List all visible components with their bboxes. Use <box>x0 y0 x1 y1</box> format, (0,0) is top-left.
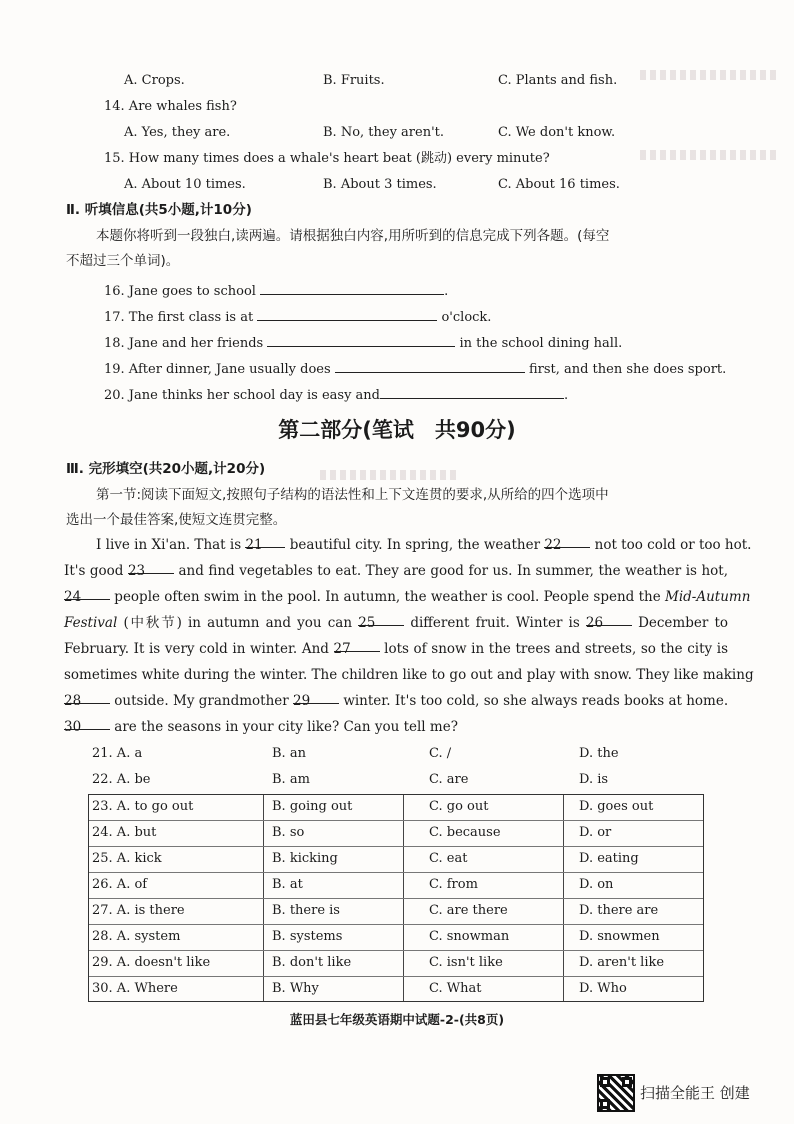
passage-text: February. It is very cold in winter. And <box>64 641 329 657</box>
passage-text: I live in Xi'an. That is <box>96 537 242 553</box>
option-row-23 <box>92 795 732 821</box>
option-c[interactable]: C. eat <box>429 851 468 866</box>
option-row-21 <box>92 742 732 768</box>
option-row-29 <box>92 951 732 977</box>
option-a[interactable]: 25. A. kick <box>92 851 162 866</box>
qr-finder <box>600 1099 610 1109</box>
blank-26[interactable]: 26 <box>586 610 632 626</box>
option-c[interactable]: C. are there <box>429 903 508 918</box>
passage-text: (中秋节) in autumn and you can <box>123 615 353 631</box>
q14-stem: 14. Are whales fish? <box>104 99 237 114</box>
section-2-instructions-cont: 不超过三个单词)。 <box>66 253 180 269</box>
page-footer: 蓝田县七年级英语期中试题-2-(共8页) <box>289 1012 505 1027</box>
q20 <box>104 383 568 405</box>
passage-line <box>64 714 728 740</box>
passage-text: outside. My grandmother <box>114 693 289 709</box>
option-c[interactable]: C. are <box>429 772 469 787</box>
blank-29[interactable]: 29 <box>293 688 339 704</box>
q16-suffix: . <box>444 284 449 299</box>
option-a[interactable]: 26. A. of <box>92 877 148 892</box>
option-row-25 <box>92 847 732 873</box>
option-d[interactable]: D. aren't like <box>579 955 665 970</box>
scanner-watermark: 扫描全能王 创建 <box>640 1084 750 1102</box>
option-c[interactable]: C. isn't like <box>429 955 503 970</box>
option-c[interactable]: C. from <box>429 877 478 892</box>
q19-prefix: 19. After dinner, Jane usually does <box>104 362 331 377</box>
q14-option-c: C. We don't know. <box>498 125 616 140</box>
option-a[interactable]: 23. A. to go out <box>92 799 194 814</box>
q17-answer-blank[interactable] <box>257 305 437 321</box>
part-2-title: 第二部分(笔试 共90分) <box>278 418 516 442</box>
passage-text: winter. It's too cold, so she always reads books at home. <box>343 693 729 709</box>
q16-answer-blank[interactable] <box>260 279 444 295</box>
q13-option-a: A. Crops. <box>124 73 185 88</box>
q14-option-b: B. No, they aren't. <box>323 125 445 140</box>
option-d[interactable]: D. or <box>579 825 612 840</box>
blank-25[interactable]: 25 <box>358 610 404 626</box>
passage-text: people often swim in the pool. In autumn, the weather is cool. People spend the <box>114 589 661 605</box>
q17 <box>104 305 491 327</box>
blank-22[interactable]: 22 <box>544 532 590 548</box>
q17-prefix: 17. The first class is at <box>104 310 254 325</box>
option-c[interactable]: C. / <box>429 746 452 761</box>
q19-answer-blank[interactable] <box>335 357 525 373</box>
passage-text: beautiful city. In spring, the weather <box>289 537 541 553</box>
option-d[interactable]: D. Who <box>579 981 627 996</box>
q13-option-b: B. Fruits. <box>323 73 385 88</box>
bleed-through-decoration <box>320 470 460 480</box>
option-b[interactable]: B. Why <box>272 981 319 996</box>
option-b[interactable]: B. am <box>272 772 310 787</box>
blank-21[interactable]: 21 <box>245 532 285 548</box>
q15-stem: 15. How many times does a whale's heart beat (跳动) every minute? <box>104 151 550 166</box>
option-b[interactable]: B. systems <box>272 929 343 944</box>
passage-line <box>64 636 728 662</box>
q19 <box>104 357 726 379</box>
section-3-instructions-cont: 选出一个最佳答案,使短文连贯完整。 <box>66 512 287 528</box>
passage-line <box>64 558 728 584</box>
section-2-instructions: 本题你将听到一段独白,读两遍。请根据独白内容,用所听到的信息完成下列各题。(每空 <box>96 228 610 244</box>
option-d[interactable]: D. on <box>579 877 614 892</box>
q14-option-a: A. Yes, they are. <box>124 125 231 140</box>
section-2-title: Ⅱ. 听填信息(共5小题,计10分) <box>66 202 252 218</box>
q20-prefix: 20. Jane thinks her school day is easy and <box>104 388 381 403</box>
option-c[interactable]: C. What <box>429 981 482 996</box>
option-c[interactable]: C. go out <box>429 799 489 814</box>
option-d[interactable]: D. eating <box>579 851 639 866</box>
passage-line <box>64 584 751 610</box>
option-b[interactable]: B. kicking <box>272 851 338 866</box>
passage-text: lots of snow in the trees and streets, so the city is <box>384 641 729 657</box>
q16-prefix: 16. Jane goes to school <box>104 284 256 299</box>
blank-23[interactable]: 23 <box>128 558 174 574</box>
q13-option-c: C. Plants and fish. <box>498 73 618 88</box>
option-d[interactable]: D. there are <box>579 903 659 918</box>
option-a[interactable]: 29. A. doesn't like <box>92 955 211 970</box>
option-c[interactable]: C. snowman <box>429 929 510 944</box>
section-3-title: Ⅲ. 完形填空(共20小题,计20分) <box>66 461 266 477</box>
option-row-28 <box>92 925 732 951</box>
passage-text: are the seasons in your city like? Can you tell me? <box>114 719 458 735</box>
blank-24[interactable]: 24 <box>64 584 110 600</box>
passage-text-italic: Festival <box>64 615 118 631</box>
option-b[interactable]: B. an <box>272 746 306 761</box>
q15-option-c: C. About 16 times. <box>498 177 620 192</box>
passage-text: not too cold or too hot. <box>594 537 752 553</box>
qr-code-icon <box>597 1074 635 1112</box>
cloze-passage <box>64 532 754 740</box>
passage-text-italic: Mid-Autumn <box>665 589 751 605</box>
option-a[interactable]: 22. A. be <box>92 772 151 787</box>
blank-27[interactable]: 27 <box>334 636 380 652</box>
option-a[interactable]: 27. A. is there <box>92 903 185 918</box>
qr-finder <box>600 1077 610 1087</box>
option-row-26 <box>92 873 732 899</box>
passage-line <box>64 688 728 714</box>
q16 <box>104 279 448 301</box>
passage-line <box>64 662 754 688</box>
passage-text: December to <box>638 615 729 631</box>
option-a[interactable]: 30. A. Where <box>92 981 178 996</box>
option-d[interactable]: D. snowmen <box>579 929 660 944</box>
q19-suffix: first, and then she does sport. <box>528 362 727 377</box>
option-d[interactable]: D. the <box>579 746 619 761</box>
blank-30[interactable]: 30 <box>64 714 110 730</box>
option-b[interactable]: B. at <box>272 877 303 892</box>
bleed-through-decoration <box>640 150 780 160</box>
section-3-instructions: 第一节:阅读下面短文,按照句子结构的语法性和上下文连贯的要求,从所给的四个选项中 <box>96 487 609 503</box>
bleed-through-decoration <box>640 70 780 80</box>
option-a[interactable]: 24. A. but <box>92 825 157 840</box>
q18 <box>104 331 622 353</box>
q17-suffix: o'clock. <box>441 310 492 325</box>
passage-line <box>64 532 752 558</box>
option-d[interactable]: D. goes out <box>579 799 654 814</box>
option-b[interactable]: B. so <box>272 825 305 840</box>
option-row-24 <box>92 821 732 847</box>
qr-finder <box>622 1077 632 1087</box>
option-row-30 <box>92 977 732 1003</box>
q15-option-b: B. About 3 times. <box>323 177 437 192</box>
passage-line <box>64 610 728 636</box>
option-a[interactable]: 28. A. system <box>92 929 181 944</box>
option-row-22 <box>92 768 732 794</box>
q18-suffix: in the school dining hall. <box>459 336 623 351</box>
passage-text: It's good <box>64 563 124 579</box>
passage-text: and find vegetables to eat. They are good for us. In summer, the weather is hot, <box>178 563 729 579</box>
q18-answer-blank[interactable] <box>267 331 455 347</box>
option-a[interactable]: 21. A. a <box>92 746 143 761</box>
q15-option-a: A. About 10 times. <box>124 177 246 192</box>
q20-answer-blank[interactable] <box>380 383 564 399</box>
passage-text: sometimes white during the winter. The children like to go out and play with snow. They like making <box>64 667 754 683</box>
q18-prefix: 18. Jane and her friends <box>104 336 264 351</box>
option-b[interactable]: B. there is <box>272 903 340 918</box>
option-c[interactable]: C. because <box>429 825 501 840</box>
q20-suffix: . <box>564 388 569 403</box>
blank-28[interactable]: 28 <box>64 688 110 704</box>
option-b[interactable]: B. don't like <box>272 955 352 970</box>
option-d[interactable]: D. is <box>579 772 609 787</box>
option-b[interactable]: B. going out <box>272 799 353 814</box>
passage-text: different fruit. Winter is <box>410 615 580 631</box>
option-row-27 <box>92 899 732 925</box>
